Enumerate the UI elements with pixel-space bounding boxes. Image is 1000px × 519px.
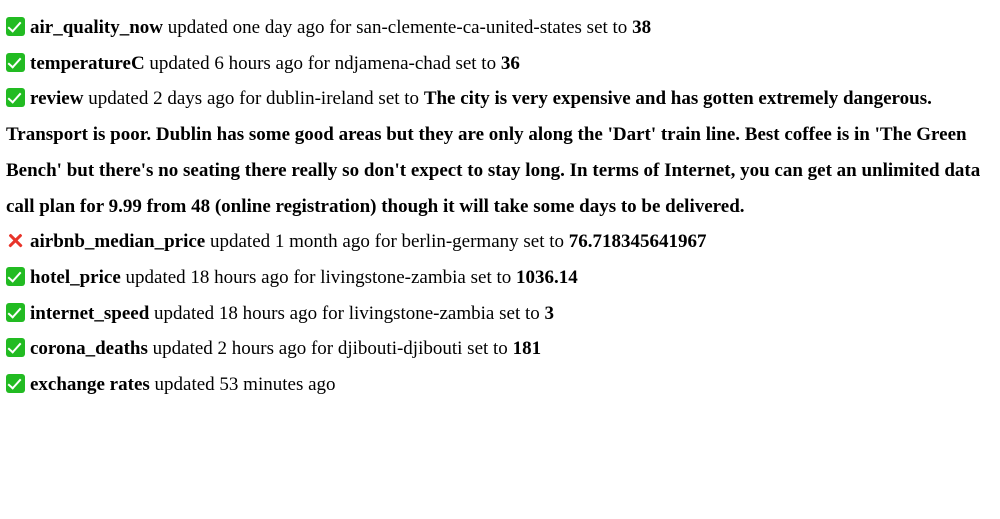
metric-value: 76.718345641967 [568, 231, 707, 253]
set-to-label: set to [378, 88, 420, 110]
update-timestamp: updated 53 minutes ago [154, 374, 336, 396]
for-label: for [293, 267, 316, 289]
check-mark-button-icon [6, 267, 25, 286]
update-entry [6, 260, 1000, 296]
location-slug: san-clemente-ca-united-states [356, 17, 582, 38]
metric-name: review [30, 88, 84, 110]
update-entry [6, 81, 1000, 224]
for-label: for [321, 302, 344, 324]
location-slug: berlin-germany [401, 231, 519, 253]
metric-value: 1036.14 [516, 267, 578, 289]
set-to-label: set to [586, 17, 628, 38]
update-entry [6, 224, 1000, 260]
metric-name: exchange rates [30, 374, 150, 396]
check-mark-button-icon [6, 53, 25, 72]
set-to-label: set to [499, 302, 540, 324]
update-entry [6, 367, 1000, 403]
update-entry [6, 10, 1000, 46]
update-timestamp: updated 2 hours ago [152, 338, 307, 360]
for-label: for [310, 338, 334, 360]
update-timestamp: updated 1 month ago [209, 231, 370, 253]
location-slug: livingstone-zambia [320, 267, 466, 289]
check-mark-button-icon [6, 88, 25, 107]
for-label: for [374, 231, 397, 253]
set-to-label: set to [470, 267, 512, 289]
metric-value: 3 [544, 302, 555, 324]
update-timestamp: updated 6 hours ago [149, 52, 303, 74]
cross-mark-icon [6, 231, 25, 250]
update-timestamp: updated 18 hours ago [154, 302, 318, 324]
update-entry [6, 331, 1000, 367]
location-slug: dublin-ireland [266, 88, 374, 110]
check-mark-button-icon [6, 338, 25, 357]
location-slug: livingstone-zambia [348, 302, 495, 324]
metric-value: 38 [632, 17, 652, 38]
location-slug: djibouti-djibouti [337, 338, 463, 360]
for-label: for [329, 17, 352, 38]
set-to-label: set to [523, 231, 565, 253]
metric-name: air_quality_now [30, 17, 164, 38]
metric-name: temperatureC [30, 52, 145, 74]
metric-name: hotel_price [30, 267, 121, 289]
update-timestamp: updated one day ago [167, 17, 325, 38]
check-mark-button-icon [6, 374, 25, 393]
update-timestamp: updated 18 hours ago [125, 267, 289, 289]
metric-name: airbnb_median_price [30, 231, 206, 253]
metric-value: 181 [512, 338, 542, 360]
update-entry [6, 46, 1000, 82]
for-label: for [239, 88, 262, 110]
check-mark-button-icon [6, 17, 25, 36]
set-to-label: set to [467, 338, 508, 360]
for-label: for [307, 52, 330, 74]
metric-value: The city is very expensive and has gotten extremely dangerous. Transport is poor. Dublin has some good areas but they are only along the 'Dart' train line. Best coffee is in 'The Green Bench' but there's no seating there really so don't expect to stay long. In terms of Internet, you can get an unlimited data call plan for 9.99 from 48 (online registration) though it will take some days to be delivered. [6, 88, 981, 217]
check-mark-button-icon [6, 303, 25, 322]
location-slug: ndjamena-chad [334, 52, 451, 74]
set-to-label: set to [455, 52, 497, 74]
metric-value: 36 [500, 52, 520, 74]
update-timestamp: updated 2 days ago [88, 88, 235, 110]
metric-name: corona_deaths [30, 338, 148, 360]
update-entry [6, 296, 1000, 332]
metric-name: internet_speed [30, 302, 150, 324]
